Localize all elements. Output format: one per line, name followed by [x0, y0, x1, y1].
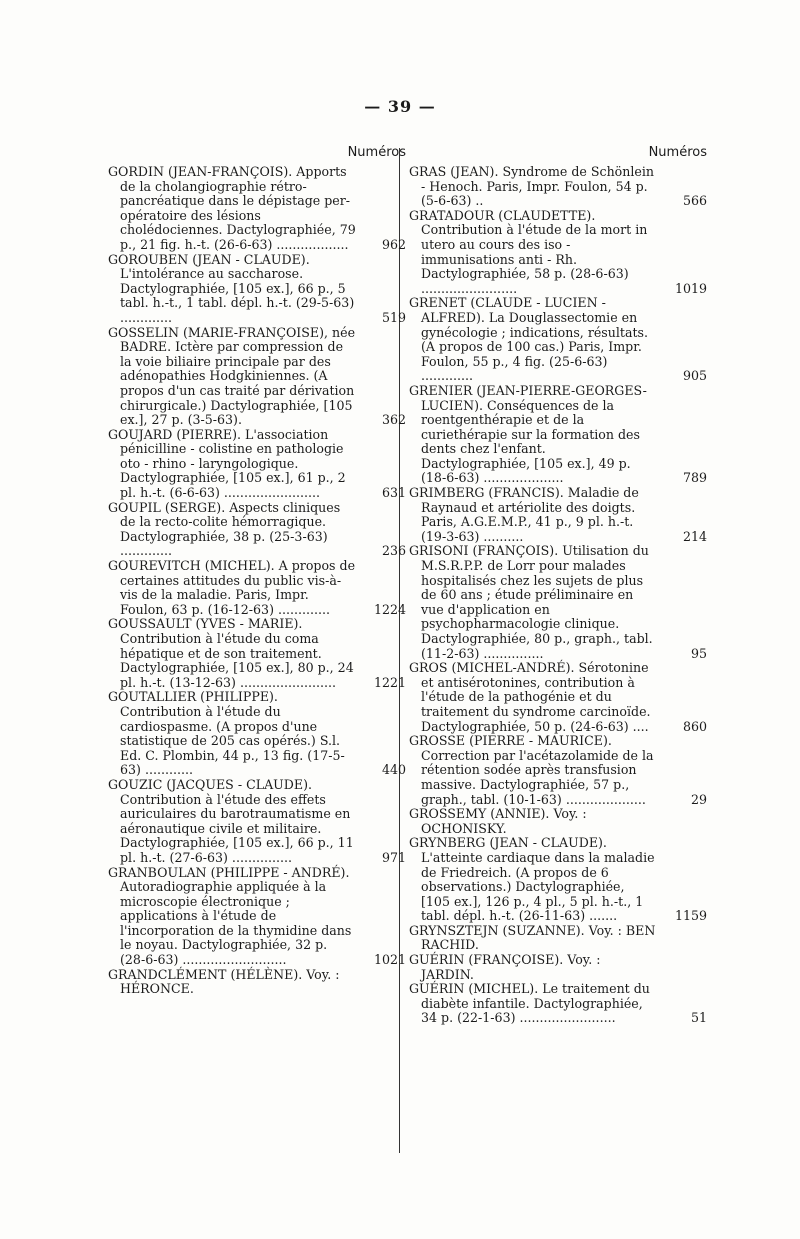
index-entry: [108, 866, 406, 968]
entry-text: GUÉRIN (MICHEL). Le traitement du diabète infantile. Dactylographiée, 34 p. (22-1-63) ........................: [409, 981, 650, 1026]
entry-number: 971: [381, 849, 406, 865]
index-entry: [409, 734, 707, 807]
entry-number: 29: [690, 791, 707, 807]
entry-number: 962: [381, 236, 406, 252]
index-entry: [409, 924, 707, 953]
entry-number: 51: [690, 1010, 707, 1026]
entry-text: GRAS (JEAN). Syndrome de Schönlein - Henoch. Paris, Impr. Foulon, 54 p. (5-6-63) ..: [409, 164, 654, 209]
entry-number: 905: [682, 368, 707, 384]
entry-text: GROSSEMY (ANNIE). Voy. : OCHONISKY.: [409, 806, 587, 836]
index-entry: [409, 544, 707, 661]
entry-number: 789: [682, 470, 707, 486]
index-entry: [108, 253, 406, 326]
index-entry: [409, 982, 707, 1026]
entry-text: GRENIER (JEAN-PIERRE-GEORGES-LUCIEN). Conséquences de la roentgenthérapie et de la curiethérapie sur la formation des dents chez l'enfant. Dactylographiée, [105 ex.], 49 p. (18-6-63) ....................: [409, 382, 647, 486]
index-entry: [409, 165, 707, 209]
entry-text: GOUTALLIER (PHILIPPE). Contribution à l'étude du cardiospasme. (A propos d'une statistique de 205 cas opérés.) S.l. Ed. C. Plombin, 44 p., 13 fig. (17-5-63) ............: [108, 689, 345, 778]
entry-text: GRIMBERG (FRANCIS). Maladie de Raynaud et artériolite des doigts. Paris, A.G.E.M.P., 41 p., 9 pl. h.-t. (19-3-63) ..........: [409, 485, 639, 544]
entry-text: GOUPIL (SERGE). Aspects cliniques de la recto-colite hémorragique. Dactylographiée, 38 p. (25-3-63) .............: [108, 499, 341, 559]
entry-text: GRISONI (FRANÇOIS). Utilisation du M.S.R.P.P. de Lorr pour malades hospitalisés chez les sujets de plus de 60 ans ; étude préliminaire en vue d'application en psychopharmacologie clinique. Dactylographiée, 80 p., graph., tabl. (11-2-63) ...............: [409, 543, 653, 661]
index-entry: [409, 209, 707, 297]
entry-number: 1159: [674, 908, 707, 924]
index-entry: [409, 296, 707, 384]
left-entry-list: [108, 165, 406, 997]
index-entry: [409, 384, 707, 486]
entry-text: GOSSELIN (MARIE-FRANÇOISE), née BADRE. Ictère par compression de la voie biliaire principale par des adénopathies Hodgkiniennes. (A propos d'un cas traité par dérivation chirurgicale.) Dactylographiée, [105 ex.], 27 p. (3-5-63).: [108, 324, 356, 428]
entry-number: 1019: [674, 280, 707, 296]
index-entry: [409, 807, 707, 836]
index-entry: [409, 836, 707, 924]
entry-text: GOUJARD (PIERRE). L'association pénicilline - colistine en pathologie oto - rhino - laryngologique. Dactylographiée, [105 ex.], 61 p., 2 pl. h.-t. (6-6-63) ........................: [108, 426, 346, 501]
entry-text: GORDIN (JEAN-FRANÇOIS). Apports de la cholangiographie rétro-pancréatique dans le dépistage per-opératoire des lésions cholédociennes. Dactylographiée, 79 p., 21 fig. h.-t. (26-6-63) ..................: [108, 164, 356, 252]
index-entry: [108, 165, 406, 253]
index-entry: [108, 617, 406, 690]
entry-number: 362: [381, 412, 406, 428]
entry-number: 1221: [373, 674, 406, 690]
entry-text: GRATADOUR (CLAUDETTE). Contribution à l'étude de la mort in utero au cours des iso - immunisations anti - Rh. Dactylographiée, 58 p. (28-6-63) ........................: [409, 207, 648, 296]
right-entry-list: [409, 165, 707, 1026]
entry-number: 236: [381, 543, 406, 559]
index-entry: [108, 968, 406, 997]
entry-text: GRYNSZTEJN (SUZANNE). Voy. : BEN RACHID.: [409, 922, 656, 953]
entry-number: 95: [690, 645, 707, 661]
entry-text: GUÉRIN (FRANÇOISE). Voy. : JARDIN.: [409, 952, 601, 982]
index-entry: [108, 326, 406, 428]
entry-number: 214: [682, 528, 707, 544]
right-column: [409, 145, 707, 1026]
entry-text: GROSSE (PIERRE - MAURICE). Correction par l'acétazolamide de la rétention sodée après transfusion massive. Dactylographiée, 57 p., graph., tabl. (10-1-63) ....................: [409, 733, 654, 807]
entry-text: GRANBOULAN (PHILIPPE - ANDRÉ). Autoradiographie appliquée à la microscopie électronique ; applications à l'étude de l'incorporation de la thymidine dans le noyau. Dactylographiée, 32 p. (28-6-63) ..........................: [108, 864, 352, 968]
entry-number: 631: [381, 485, 406, 501]
index-entry: [409, 953, 707, 982]
entry-text: GOROUBEN (JEAN - CLAUDE). L'intolérance au saccharose. Dactylographiée, [105 ex.], 66 p., 5 tabl. h.-t., 1 tabl. dépl. h.-t. (29-5-63) .............: [108, 251, 355, 325]
index-entry: [108, 428, 406, 501]
entry-text: GOUREVITCH (MICHEL). A propos de certaines attitudes du public vis-à-vis de la maladie. Paris, Impr. Foulon, 63 p. (16-12-63) .............: [108, 558, 356, 617]
entry-number: 1224: [373, 601, 406, 617]
column-header-right: Numéros: [648, 145, 707, 160]
column-header-left: Numéros: [347, 145, 406, 160]
entry-text: GRYNBERG (JEAN - CLAUDE). L'atteinte cardiaque dans la maladie de Friedreich. (A propos de 6 observations.) Dactylographiée, [105 ex.], 126 p., 4 pl., 5 pl. h.-t., 1 tabl. dépl. h.-t. (26-11-63) .......: [409, 835, 655, 924]
entry-text: GRANDCLÉMENT (HÉLÈNE). Voy. : HÉRONCE.: [108, 966, 340, 997]
index-entry: [409, 486, 707, 544]
entry-text: GROS (MICHEL-ANDRÉ). Sérotonine et antisérotonines, contribution à l'étude de la pathogénie et du traitement du syndrome carcinoïde. Dactylographiée, 50 p. (24-6-63) ....: [409, 660, 651, 734]
index-entry: [108, 559, 406, 617]
entry-number: 1021: [373, 952, 406, 968]
page-number: — 39 —: [364, 97, 436, 116]
entry-number: 440: [381, 762, 406, 778]
entry-number: 860: [682, 718, 707, 734]
entry-number: 519: [381, 309, 406, 325]
left-column: [108, 145, 406, 997]
index-entry: [409, 661, 707, 734]
entry-number: 566: [682, 193, 707, 209]
entry-text: GRENET (CLAUDE - LUCIEN - ALFRED). La Douglassectomie en gynécologie ; indications, résultats. (A propos de 100 cas.) Paris, Impr. Foulon, 55 p., 4 fig. (25-6-63) .............: [409, 295, 648, 384]
entry-text: GOUZIC (JACQUES - CLAUDE). Contribution à l'étude des effets auriculaires du barotraumatisme en aéronautique civile et militaire. Dactylographiée, [105 ex.], 66 p., 11 pl. h.-t. (27-6-63) ...............: [108, 776, 354, 865]
index-entry: [108, 501, 406, 559]
entry-text: GOUSSAULT (YVES - MARIE). Contribution à l'étude du coma hépatique et de son traitement. Dactylographiée, [105 ex.], 80 p., 24 pl. h.-t. (13-12-63) ........................: [108, 616, 354, 690]
index-entry: [108, 778, 406, 866]
index-entry: [108, 690, 406, 778]
